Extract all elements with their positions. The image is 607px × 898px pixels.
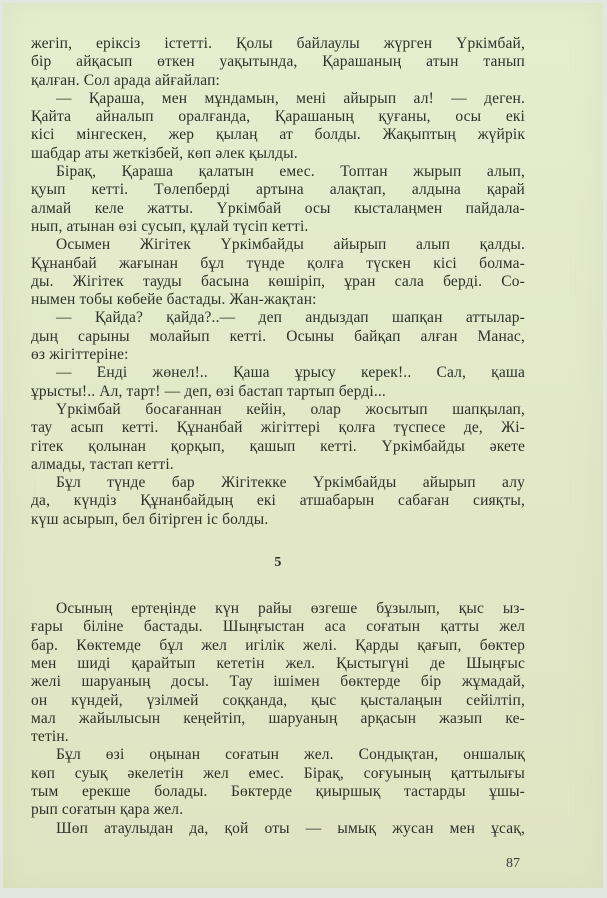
text-line: Бұл өзі оңынан соғатын жел. Сондықтан, оншалық — [56, 746, 525, 764]
text-line: рып соғатын қара жел. — [31, 801, 184, 819]
text-line: қалған. Сол арада айғайлап: — [31, 71, 220, 89]
text-line: өз жігіттеріне: — [31, 346, 129, 364]
text-line: тым ерекше болады. Бөктерде қиыршық тастарды ұшы- — [31, 782, 525, 800]
text-line: алмай келе жатты. Үркімбай осы кысталаңмен пайдала- — [31, 199, 525, 217]
page-number: 87 — [506, 856, 520, 871]
text-line: бар. Көктемде бұл жел игілік желі. Қарды қағып, бөктер — [31, 636, 525, 654]
text-line: Шөп атаулыдан да, қой оты — ымық жусан мен ұсақ, — [56, 819, 525, 837]
page-text — [31, 35, 525, 838]
text-line: он күндей, үзілмей соққанда, қыс қысталаңын сейілтіп, — [31, 691, 525, 709]
text-line: да, күндіз Құнанбайдың екі атшабарын сабаған сияқты, — [31, 492, 525, 510]
text-line: жегіп, еріксіз істетті. Қолы байлаулы жүрген Үркімбай, — [31, 35, 525, 52]
text-line: бір айқасып өткен уақытында, Қарашаның атын танып — [31, 53, 525, 71]
text-block-before-section — [31, 35, 525, 529]
text-line: кісі мінгескен, жер қылаң ат болды. Жақыптың жүйрік — [31, 126, 525, 144]
text-block-after-section — [31, 600, 525, 838]
text-line: Бірақ, Қараша қалатын емес. Топтан жырып алып, — [56, 163, 525, 181]
text-line: гітек қолынан қорқып, қашып кетті. Үркімбайды әкете — [31, 437, 525, 455]
text-line: Қайта айналып оралғанда, Қарашаның қуғаны, осы екі — [31, 108, 525, 126]
text-line: қуып кетті. Төлепберді артына алақтап, алдына қарай — [31, 181, 525, 199]
text-line: ғары біліне бастады. Шыңғыстан аса соғатын қатты жел — [31, 618, 525, 636]
text-line: Үркімбай босағаннан кейін, олар жосытып шапқылап, — [56, 400, 525, 418]
text-line: күш асырып, бел бітірген іс болды. — [31, 510, 269, 528]
text-line: көп суық әкелетін жел емес. Бірақ, соғуының қаттылығы — [31, 764, 525, 782]
text-line: тетін. — [31, 728, 69, 746]
text-line: мал жайылысын кеңейтіп, шаруаның арқасын жазып ке- — [31, 709, 525, 727]
text-line: алмады, тастап кетті. — [31, 455, 174, 473]
text-line: Бұл түнде бар Жігітекке Үркімбайды айырып алу — [56, 474, 525, 492]
book-page — [3, 3, 603, 888]
text-line: Осының ертеңінде күн райы өзгеше бұзылып, қыс ыз- — [56, 600, 525, 618]
section-number: 5 — [274, 555, 282, 571]
text-line: — Қайда? қайда?..— деп андыздап шапқан аттылар- — [56, 309, 525, 327]
text-line: — Қараша, мен мұндамын, мені айырып ал! — деген. — [56, 89, 525, 107]
text-line: Құнанбай жағынан бұл түнде қолға түскен кісі болма- — [31, 254, 525, 272]
text-line: желі шаруаның досы. Тау ішімен бөктерде бір жұмадай, — [31, 673, 525, 691]
text-line: — Енді жөнел!.. Қаша ұрысу керек!.. Сал, қаша — [56, 364, 525, 382]
text-line: нып, атынан өзі сусып, құлай түсіп кетті. — [31, 217, 309, 235]
text-line: дың сарыны молайып кетті. Осыны байқап алған Манас, — [31, 327, 525, 345]
text-line: нымен тобы көбейе бастады. Жан-жақтан: — [31, 291, 317, 309]
text-line: ды. Жігітек тауды басына көшіріп, ұран сала берді. Со- — [31, 272, 525, 290]
text-line: ұрысты!.. Ал, тарт! — деп, өзі бастап тартып берді... — [31, 382, 386, 400]
text-line: мен шиді қарайтып кететін жел. Қыстыгүні де Шыңғыс — [31, 654, 525, 672]
text-line: тау асып кетті. Құнанбай жігіттері қолға түспесе де, Жі- — [31, 419, 525, 437]
text-line: шабдар аты жеткізбей, көп әлек қылды. — [31, 144, 298, 162]
text-line: Осымен Жігітек Үркімбайды айырып алып қалды. — [56, 236, 525, 254]
